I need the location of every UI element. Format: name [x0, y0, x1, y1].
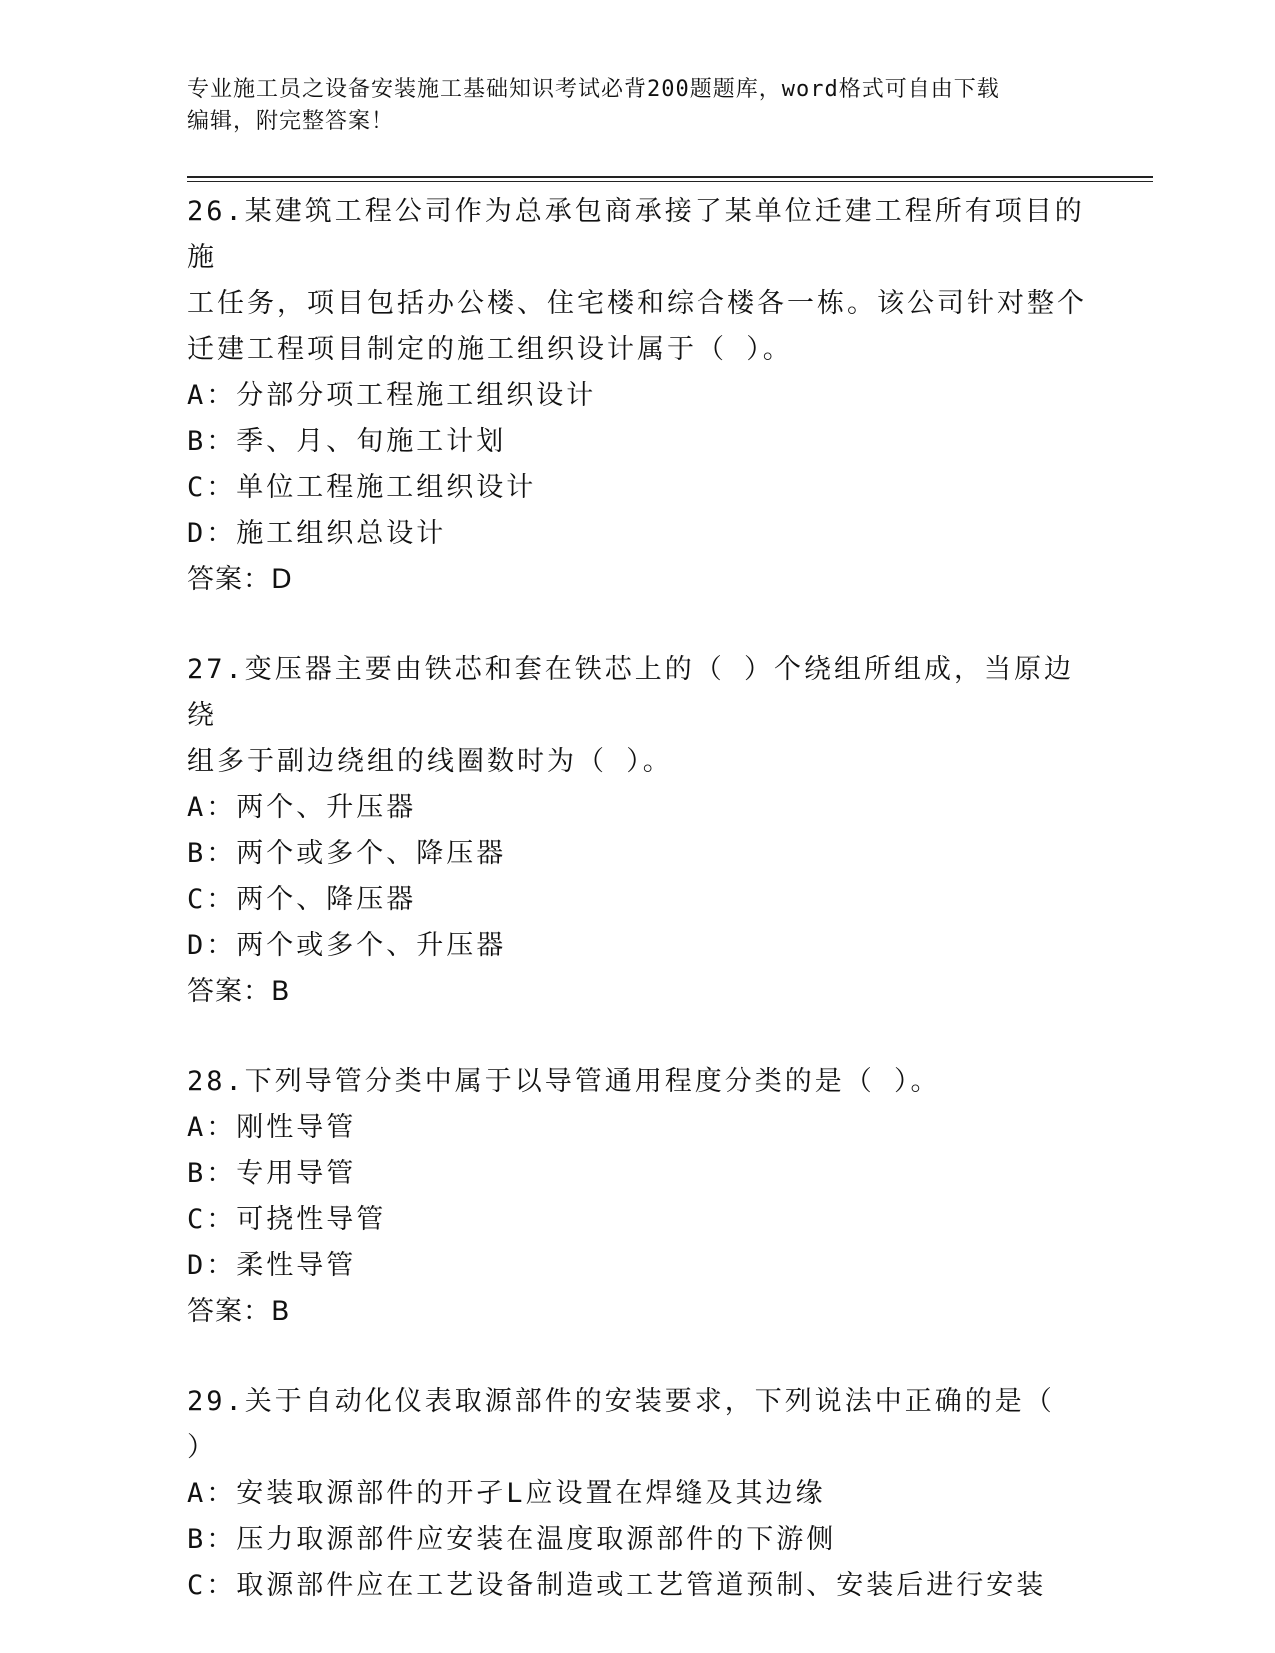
question-28 [187, 1059, 1087, 1335]
answer-line: 答案：B [187, 1296, 291, 1327]
header-title-line-2: 编辑，附完整答案！ [187, 109, 395, 134]
option-d: D：两个或多个、升压器 [187, 930, 507, 961]
option-d: D：柔性导管 [187, 1250, 357, 1281]
answer-line: 答案：B [187, 976, 291, 1007]
option-b: B：两个或多个、降压器 [187, 838, 507, 869]
option-a: A：刚性导管 [187, 1112, 357, 1143]
option-a: A：分部分项工程施工组织设计 [187, 380, 597, 411]
stem-line: 26.某建筑工程公司作为总承包商承接了某单位迁建工程所有项目的施 [187, 196, 1085, 273]
stem-line: 工任务，项目包括办公楼、住宅楼和综合楼各一栋。该公司针对整个 [187, 288, 1087, 319]
option-c: C：取源部件应在工艺设备制造或工艺管道预制、安装后进行安装 [187, 1570, 1047, 1601]
option-c: C：可挠性导管 [187, 1204, 387, 1235]
header-divider-thick [187, 176, 1153, 178]
option-b: B：压力取源部件应安装在温度取源部件的下游侧 [187, 1524, 837, 1555]
header-divider-thin [187, 181, 1153, 182]
question-list [187, 189, 1087, 1653]
stem-line: 27.变压器主要由铁芯和套在铁芯上的（ ）个绕组所组成，当原边绕 [187, 654, 1075, 731]
option-b: B：季、月、旬施工计划 [187, 426, 507, 457]
stem-line: 29.关于自动化仪表取源部件的安装要求，下列说法中正确的是（ ） [187, 1386, 1055, 1463]
header-title-line-1: 专业施工员之设备安装施工基础知识考试必背200题题库，word格式可自由下载 [187, 77, 1000, 102]
option-a: A：安装取源部件的开孑L应设置在焊缝及其边缘 [187, 1478, 826, 1509]
stem-line: 组多于副边绕组的线圈数时为（ ）。 [187, 746, 673, 777]
stem-line: 迁建工程项目制定的施工组织设计属于（ ）。 [187, 334, 793, 365]
option-c: C：两个、降压器 [187, 884, 417, 915]
option-b: B：专用导管 [187, 1158, 357, 1189]
answer-line: 答案：D [187, 564, 293, 595]
option-a: A：两个、升压器 [187, 792, 417, 823]
question-stem [187, 1379, 1087, 1471]
question-stem [187, 1059, 1087, 1105]
question-27 [187, 647, 1087, 1015]
stem-line: 28.下列导管分类中属于以导管通用程度分类的是（ ）。 [187, 1066, 941, 1097]
option-c: C：单位工程施工组织设计 [187, 472, 537, 503]
question-stem [187, 189, 1087, 373]
option-d: D：施工组织总设计 [187, 518, 447, 549]
question-stem [187, 647, 1087, 785]
question-26 [187, 189, 1087, 603]
question-29 [187, 1379, 1087, 1609]
document-header [187, 74, 1067, 138]
